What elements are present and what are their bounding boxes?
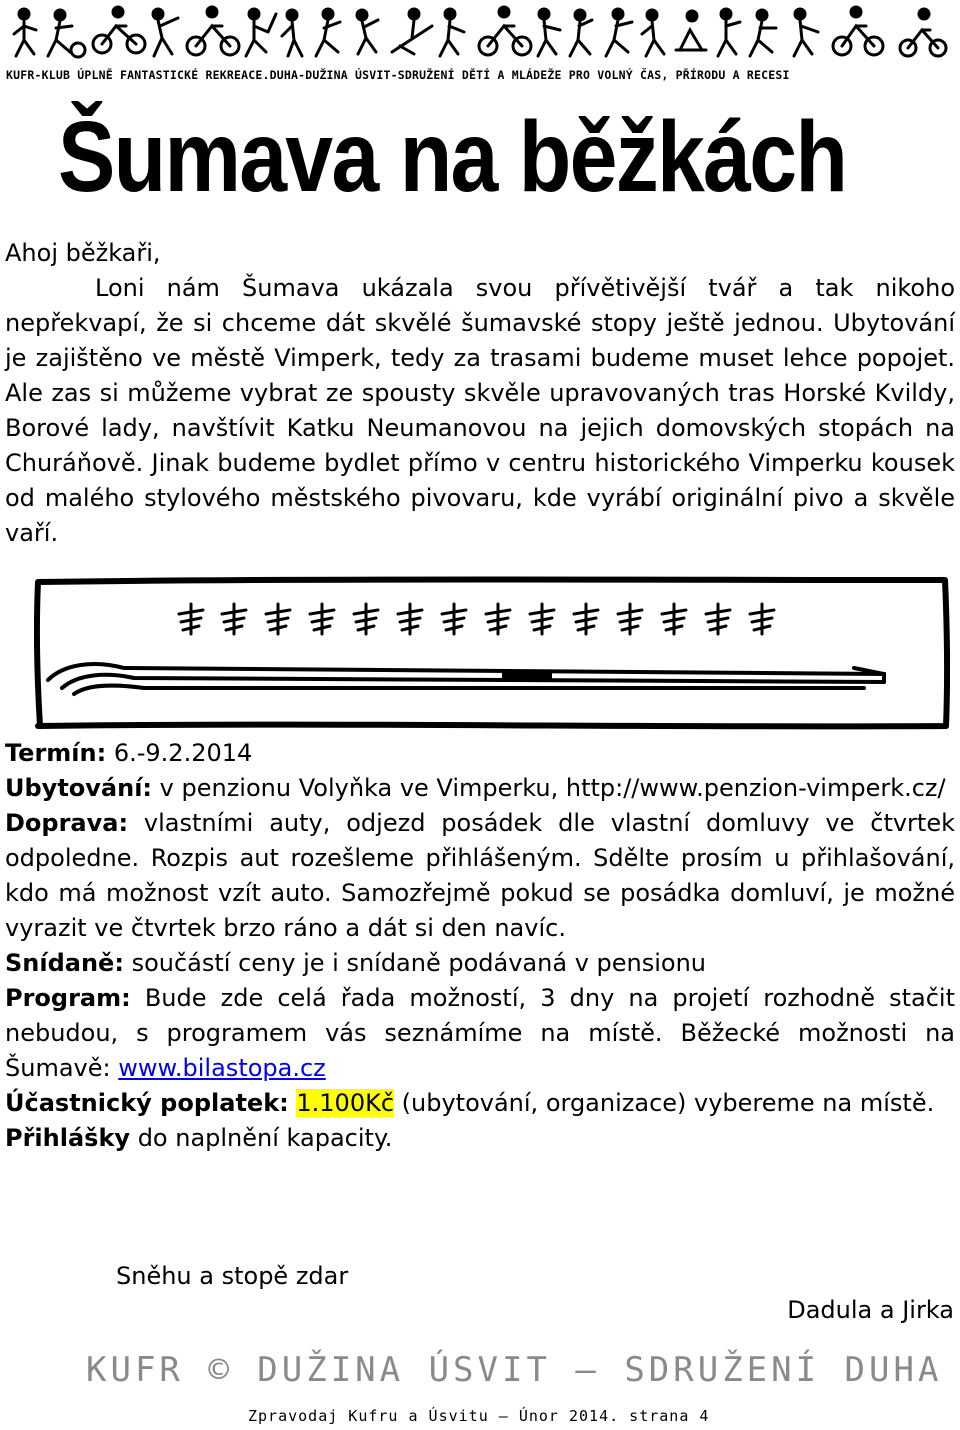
footer-page-info: Zpravodaj Kufru a Úsvitu – Únor 2014. strana 4: [248, 1407, 710, 1425]
signup-label: Přihlášky: [5, 1124, 131, 1152]
breakfast-value: součástí ceny je i snídaně podávaná v pensionu: [123, 949, 707, 977]
fee-label: Účastnický poplatek:: [5, 1089, 289, 1117]
transport-label: Doprava:: [5, 809, 129, 837]
activity-pictograms: [14, 7, 946, 57]
closing-wish: Sněhu a stopě zdar: [116, 1262, 349, 1290]
program-label: Program:: [5, 984, 131, 1012]
transport-value: vlastními auty, odjezd posádek dle vlastní domluvy ve čtvrtek odpoledne. Rozpis aut rozešleme přihlášeným. Sdělte prosím u přihlašování, kdo má možnost vzít auto. Samozřejmě pokud se posádka domluví, je možné vyrazit ve čtvrtek brzo ráno a dát si den navíc.: [5, 809, 955, 942]
breakfast-line: [5, 946, 955, 981]
transport-line: [5, 806, 955, 946]
intro-paragraph: Loni nám Šumava ukázala svou přívětivější tvář a tak nikoho nepřekvapí, že si chceme dát skvělé šumavské stopy ještě jednou. Ubytování je zajištěno ve městě Vimperk, tedy za trasami budeme muset lehce popojet. Ale zas si můžeme vybrat ze spousty skvěle upravovaných tras Horské Kvildy, Borové lady, navštívit Katku Neumanovou na jejich domovských stopách na Churáňově. Jinak budeme bydlet přímo v centru historického Vimperku kousek od malého stylového městského pivovaru, kde vyrábí originální pivo a skvěle vaří.: [5, 274, 955, 547]
term-label: Termín:: [5, 739, 107, 767]
event-details: [5, 736, 955, 1156]
breakfast-label: Snídaně:: [5, 949, 124, 977]
program-value: Bude zde celá řada možností, 3 dny na projetí rozhodně stačit nebudou, s programem vás seznámíme na místě. Běžecké možnosti na Šumavě:: [5, 984, 955, 1082]
program-line: [5, 981, 955, 1086]
skis-trees-illustration: [34, 576, 950, 730]
lodging-value: v penzionu Volyňka ve Vimperku, http://www.penzion-vimperk.cz/: [152, 774, 946, 802]
fee-amount: 1.100Kč: [296, 1089, 395, 1117]
ski-pair: [48, 664, 884, 694]
term-value: 6.-9.2.2014: [106, 739, 253, 767]
footer-logo: KUFR © DUŽINA ÚSVIT – SDRUŽENÍ DUHA: [86, 1350, 943, 1390]
fee-line: [5, 1086, 955, 1121]
header-tagline: KUFR-KLUB ÚPLNĚ FANTASTICKÉ REKREACE.DUHA-DUŽINA ÚSVIT-SDRUŽENÍ DĚTÍ A MLÁDEŽE PRO VOLNÝ ČAS, PŘÍRODU A RECESI: [6, 68, 790, 82]
greeting: Ahoj běžkaři,: [5, 239, 161, 267]
fee-rest: (ubytování, organizace) vybereme na místě.: [394, 1089, 935, 1117]
signature: Dadula a Jirka: [787, 1296, 954, 1324]
bilastopa-link[interactable]: www.bilastopa.cz: [118, 1054, 326, 1082]
lodging-label: Ubytování:: [5, 774, 153, 802]
signup-value: do naplnění kapacity.: [130, 1124, 393, 1152]
tree-row: [179, 604, 774, 634]
signup-line: [5, 1121, 955, 1156]
lodging-line: [5, 771, 955, 806]
term-line: [5, 736, 955, 771]
page-title: Šumava na běžkách: [58, 101, 847, 213]
